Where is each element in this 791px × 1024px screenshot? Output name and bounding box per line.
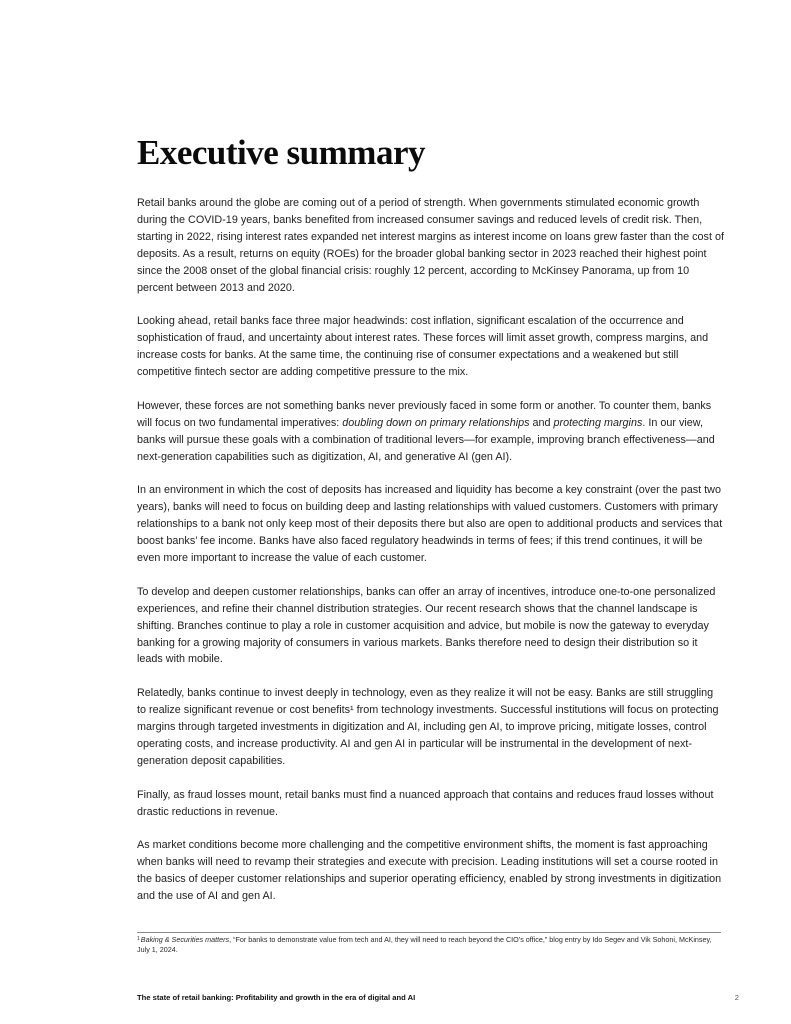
body-paragraph (137, 313, 725, 381)
paragraph-text: However, these forces are not something banks never previously faced in some form or another. To counter them, banks will focus on two fundamental imperatives: (137, 399, 712, 429)
footnote-text: , “For banks to demonstrate value from tech and AI, they will need to reach beyond the CIO’s office,” blog entry by Ido Segev and Vik Sohoni, McKinsey, July 1, 2024. (137, 935, 712, 955)
body-text (137, 195, 725, 922)
footnote-marker: 1 (137, 936, 140, 942)
body-paragraph (137, 837, 725, 905)
emphasis-text: protecting margins (553, 416, 643, 429)
paragraph-text: Retail banks around the globe are coming out of a period of strength. When governments stimulated economic growth during the COVID-19 years, banks benefited from increased consumer savings and reduced levels of credit risk. Then, starting in 2022, rising interest rates expanded net interest margins as interest income on loans grew faster than the cost of deposits. As a result, returns on equity (ROEs) for the broader global banking sector in 2023 reached their highest point since the 2008 onset of the global financial crisis: roughly 12 percent, according to McKinsey Panorama, up from 10 percent between 2013 and 2020. (137, 197, 724, 294)
paragraph-text: . In our view, banks will pursue these goals with a combination of traditional levers—for example, improving branch effectiveness—and next-generation capabilities such as digitization, AI, and generative AI (gen AI). (137, 416, 715, 463)
footer-title: The state of retail banking: Profitability and growth in the era of digital and AI (137, 993, 416, 1002)
page-title: Executive summary (137, 133, 425, 172)
footnote-divider (137, 932, 721, 933)
paragraph-text: As market conditions become more challenging and the competitive environment shifts, the moment is fast approaching when banks will need to revamp their strategies and execute with precision. Leading institutions will set a course rooted in the basics of deeper customer relationships and superior operating efficiency, enabled by strong investments in digitization and the use of AI and gen AI. (137, 839, 722, 903)
body-paragraph (137, 787, 725, 821)
paragraph-text: Looking ahead, retail banks face three major headwinds: cost inflation, significant escalation of the occurrence and sophistication of fraud, and uncertainty about interest rates. These forces will limit asset growth, compress margins, and increase costs for banks. At the same time, the continuing rise of consumer expectations and a weakened but still competitive fintech sector are adding competitive pressure to the mix. (137, 315, 709, 379)
body-paragraph (137, 195, 725, 296)
page-number: 2 (734, 993, 739, 1002)
emphasis-text: doubling down on primary relationships (342, 416, 530, 429)
body-paragraph (137, 398, 725, 466)
body-paragraph (137, 584, 725, 669)
paragraph-text: Finally, as fraud losses mount, retail banks must find a nuanced approach that contains and reduces fraud losses without drastic reductions in revenue. (137, 788, 714, 818)
paragraph-text: and (529, 416, 554, 429)
paragraph-text: In an environment in which the cost of deposits has increased and liquidity has become a key constraint (over the past two years), banks will need to focus on building deep and lasting relationships with valued customers. Customers with primary relationships to a bank not only keep most of their deposits there but also are open to additional products and services that boost banks’ fee income. Banks have also faced regulatory headwinds in terms of fees; if this trend continues, it will be even more important to increase the value of each customer. (137, 484, 723, 564)
body-paragraph (137, 482, 725, 567)
body-paragraph (137, 685, 725, 770)
footnote-source: Baking & Securities matters (140, 935, 230, 944)
footnote (137, 935, 725, 956)
paragraph-text: To develop and deepen customer relationships, banks can offer an array of incentives, introduce one-to-one personalized experiences, and refine their channel distribution strategies. Our recent research shows that the channel landscape is shifting. Branches continue to play a role in customer acquisition and advice, but mobile is now the gateway to everyday banking for a growing majority of consumers in various markets. Banks therefore need to design their distribution so it leads with mobile. (137, 585, 716, 666)
paragraph-text: Relatedly, banks continue to invest deeply in technology, even as they realize it will not be easy. Banks are still struggling to realize significant revenue or cost benefits¹ from technology investments. Successful institutions will focus on protecting margins through targeted investments in digitization and AI, including gen AI, to improve pricing, mitigate losses, control operating costs, and increase productivity. AI and gen AI in particular will be instrumental in the development of next-generation deposit capabilities. (137, 687, 719, 767)
